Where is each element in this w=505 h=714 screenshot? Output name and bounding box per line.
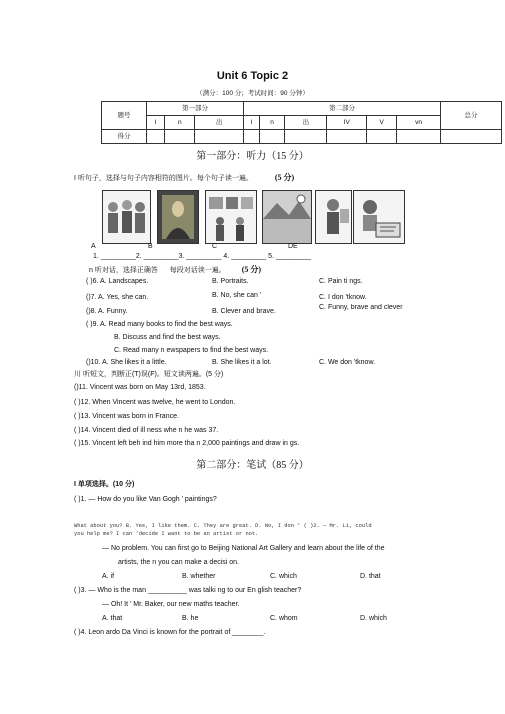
listening-q1-header — [74, 173, 294, 183]
q7-b: B. No, she can ’ — [212, 292, 262, 299]
picture-a — [102, 190, 151, 244]
q2-instructions-b: 每段对话读一遍。 — [169, 267, 226, 274]
q9-c: C. Read many n ewspapers to find the best ways. — [114, 347, 269, 354]
col-label: n — [259, 116, 285, 130]
col-label: I — [147, 116, 165, 130]
q15: ( )15. Vincent left beh ind him more tha n 2,000 paintings and draw in gs. — [74, 440, 300, 447]
s2-q4: ( )4. Leon ardo Da Vinci is known for the portrait of ________. — [74, 629, 266, 636]
row-header-number: 题号 — [102, 102, 147, 130]
score-cell[interactable] — [147, 130, 165, 144]
row-header-score: 得分 — [102, 130, 147, 144]
section2-title: 第二部分：笔试（85 分） — [196, 460, 309, 471]
picture-e2 — [353, 190, 405, 244]
s2-q2-option-b: B. whether — [182, 573, 216, 580]
col-label: V — [367, 116, 397, 130]
s2-q2-option-c: C. which — [270, 573, 297, 580]
score-cell[interactable] — [244, 130, 260, 144]
score-cell[interactable] — [259, 130, 285, 144]
score-cell[interactable] — [165, 130, 195, 144]
s2-q3-option-a: A. that — [102, 615, 123, 622]
score-table — [101, 101, 502, 144]
q10-b: B. She likes it a lot. — [212, 359, 272, 366]
listening-q3-header: 川 听短文，判断正(T)误(F)。短文读两遍。(5 分) — [74, 371, 224, 378]
s2-q3-option-c: C. whom — [270, 615, 298, 622]
score-cell[interactable] — [195, 130, 244, 144]
col-part2: 第二部分 — [244, 102, 441, 116]
col-label: 出 — [195, 116, 244, 130]
q6-c: C. Pain ti ngs. — [319, 278, 363, 285]
s2-q2-option-d: D. that — [360, 573, 381, 580]
s2-q3-reply: — Oh! It ’ Mr. Baker, our new maths teacher. — [102, 601, 240, 608]
score-cell[interactable] — [397, 130, 441, 144]
artist-illustration — [316, 191, 351, 243]
s2-q2-option-a: A. if — [102, 573, 115, 580]
listening-q2-header — [89, 265, 261, 275]
gallery-scene-illustration — [206, 191, 256, 243]
score-cell[interactable] — [285, 130, 327, 144]
choice-header: I 单项选择。(10 分) — [74, 481, 135, 488]
portrait-painting-illustration — [158, 191, 198, 243]
picture-d — [262, 190, 312, 244]
q8-a: ()8. A. Funny. — [86, 308, 128, 315]
q14: ( )14. Vincent died of ill ness whe n he was 37. — [74, 427, 219, 434]
col-label: I — [244, 116, 260, 130]
pic-label-b: B — [148, 243, 153, 250]
col-label: 出 — [285, 116, 327, 130]
col-total: 总分 — [441, 102, 502, 130]
q12: ( )12. When Vincent was twelve, he went to London. — [74, 399, 236, 406]
s2-q3-option-b: B. he — [182, 615, 199, 622]
s2-q1: ( )1. — How do you like Van Gogh ’ paintings? — [74, 496, 217, 503]
q8-b: B. Clever and brave. — [212, 308, 276, 315]
q7-c: C. I don 'tknow. — [319, 294, 367, 301]
col-label: vn — [397, 116, 441, 130]
page-title: Unit 6 Topic 2 — [216, 70, 289, 82]
boy-drawing-illustration — [354, 191, 404, 243]
score-cell[interactable] — [367, 130, 397, 144]
s2-mono-line2: you help me? I can 'decide I want to be an artist or not. — [74, 531, 259, 537]
col-part1: 第一部分 — [147, 102, 244, 116]
pic-label-de: DE — [288, 243, 298, 250]
section1-title: 第一部分：听力（15 分） — [196, 151, 309, 162]
q9-a: ( )9. A. Read many books to find the best ways. — [86, 321, 233, 328]
q8-c: C. Funny, brave and clever — [319, 304, 403, 311]
q6-b: B. Portraits. — [212, 278, 249, 285]
q9-b: B. Discuss and find the best ways. — [114, 334, 221, 341]
col-label: n — [165, 116, 195, 130]
q1-instructions: I 听句子，选择与句子内容相符的图片。每个句子读一遍。 — [74, 175, 253, 182]
pic-label-a: A — [91, 243, 96, 250]
q7-a: ()7. A. Yes, she can. — [86, 294, 149, 301]
q13: ( )13. Vincent was born in France. — [74, 413, 179, 420]
q11: ()11. Vincent was born on May 13rd, 1853. — [74, 384, 206, 391]
s2-q2-answer-a: — No problem. You can first go to Beijing National Art Gallery and learn about the life of the — [102, 545, 385, 552]
q10-c: C. We don 'tknow. — [319, 359, 376, 366]
q10-a: ()10. A. She likes it a little. — [86, 359, 167, 366]
score-cell[interactable] — [441, 130, 502, 144]
col-label: IV — [327, 116, 367, 130]
painting-landscape-illustration — [263, 191, 311, 243]
picture-c — [205, 190, 257, 244]
people-group-illustration — [103, 191, 150, 243]
picture-e1 — [315, 190, 352, 244]
q6-a: ( )6. A. Landscapes. — [86, 278, 149, 285]
pic-label-c: C — [212, 243, 218, 250]
exam-info: （满分：100 分；考试时间：90 分钟） — [196, 90, 309, 97]
q1-points: (5 分) — [274, 173, 295, 182]
s2-q3: ( )3. — Who is the man __________ was talki ng to our En glish teacher? — [74, 587, 302, 594]
s2-mono-line1: What about you? B. Yes, I like them. C. They are great. D. No, I don ' ( )2. — Mr. Li, could — [74, 523, 372, 529]
s2-q2-answer-b: artists, the n you can make a decisi on. — [118, 559, 240, 566]
q2-points: (5 分) — [241, 265, 262, 274]
q2-instructions: n 听对话，选择正确答 — [89, 267, 158, 274]
answer-blanks[interactable]: 1. _________2. _________3. _________ 4. _________ 5. _________ — [93, 253, 311, 260]
picture-b — [157, 190, 199, 244]
s2-q3-option-d: D. which — [360, 615, 387, 622]
score-cell[interactable] — [327, 130, 367, 144]
